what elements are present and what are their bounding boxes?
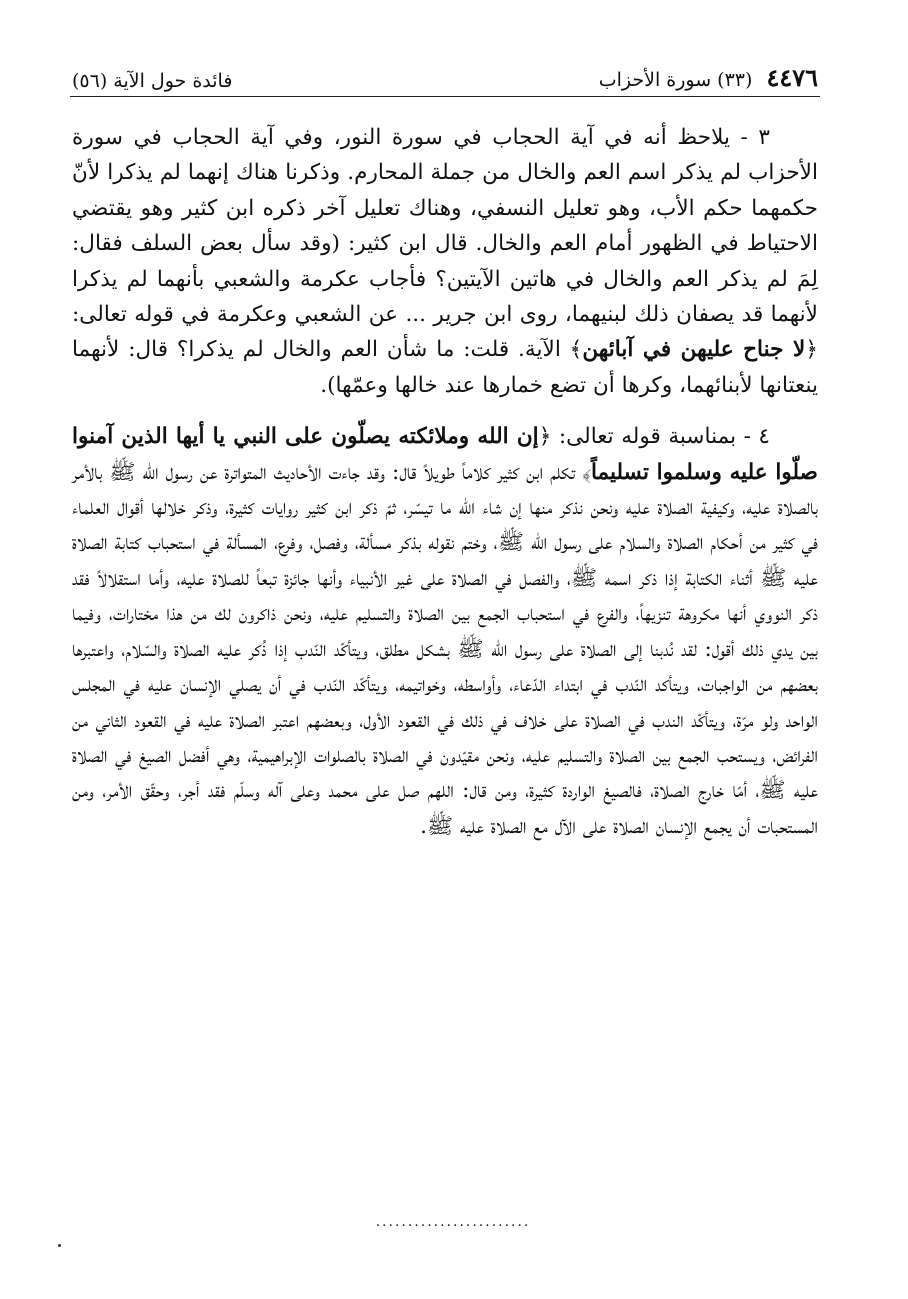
page-number: ٤٤٧٦ (766, 63, 818, 92)
paragraph-4-text-before: ٤ - بمناسبة قوله تعالى: ﴿ (538, 424, 770, 450)
end-separator: ........................ (375, 1214, 531, 1230)
header-right-group (599, 63, 818, 92)
paragraph-3-text-after: ﴾ الآية. قلت: ما شأن العم والخال لم يذكرا؟ قال: لأنهما ينعتانها لأبنائهما، وكرها أن تضع خمارها عند خالها وعمّها). (72, 337, 818, 398)
running-header (72, 52, 818, 92)
paragraph-4-quran-quote: إن الله وملائكته يصلّون على النبي يا أيها الذين آمنوا صلّوا عليه وسلموا تسليماً (72, 424, 818, 485)
paragraph-3-quran-quote: لا جناح عليهن في آبائهن (582, 337, 806, 363)
body-text (72, 120, 818, 860)
paragraph-3-text-before: ٣ - يلاحظ أنه في آية الحجاب في سورة النور، وفي آية الحجاب في سورة الأحزاب لم يذكر اسم العم والخال من جملة المحارم. وذكرنا هناك إنهما لم يذكرا لأنّ حكمهما حكم الأب، وهو تعليل النسفي، وهناك تعليل آخر ذكره ابن كثير وهو يقتضي الاحتياط في الظهور أمام العم والخال. قال ابن كثير: (وقد سأل بعض السلف فقال: لِمَ لم يذكر العم والخال في هاتين الآيتين؟ فأجاب عكرمة والشعبي بأنهما لم يذكرا لأنهما قد يصفان ذلك لبنيهما، روى ابن جرير ... عن الشعبي وعكرمة في قوله تعالى: ﴿ (72, 125, 818, 363)
header-rule (70, 96, 820, 97)
surah-title: (٣٣) سورة الأحزاب (598, 69, 753, 91)
paragraph-4-text-after: ﴾ تكلم ابن كثير كلاماً طويلاً قال: وقد جاءت الأحاديث المتواترة عن رسول الله ﷺ بالأمر بالصلاة عليه، وكيفية الصلاة عليه ونحن نذكر منها إن شاء الله ما تيسّر، ثمّ ذكر ابن كثير روايات كثيرة، وذكر خلالها أقوال العلماء في كثير من أحكام الصلاة والسلام على رسول الله ﷺ، وختم نقوله بذكر مسألة، وفصل، وفرع، المسألة في استحباب كتابة الصلاة عليه ﷺ أثناء الكتابة إذا ذكر اسمه ﷺ، والفصل في الصلاة على غير الأنبياء وأنها جائزة تبعاً للصلاة عليه، وأما استقلالاً فقد ذكر النووي أنها مكروهة تنزيهاً، والفرع في استحباب الجمع بين الصلاة والتسليم عليه، ونحن ذاكرون لك من هذا مختارات، وفيما بين يدي ذلك أقول: لقد نُدبنا إلى الصلاة على رسول الله ﷺ بشكل مطلق، ويتأكّد النّدب إذا ذُكر عليه الصلاة والسّلام، واعتبرها بعضهم من الواجبات، ويتأكد النّدب في ابتداء الدّعاء، وأواسطه، وخواتيمه، ويتأكّد النّدب في أن يصلي الإنسان عليه في المجلس الواحد ولو مرّة، ويتأكّد الندب في الصلاة على خلاف في ذلك في القعود الأول، وبعضهم اعتبر الصلاة عليه في القعود الثاني من الفرائض، ويستحب الجمع بين الصلاة والتسليم عليه، ونحن مقيّدون في الصلاة بالصلوات الإبراهيمية، وهي أفضل الصيغ في الصلاة عليه ﷺ، أمّا خارج الصلاة، فالصيغ الواردة كثيرة، ومن قال: اللهم صل على محمد وعلى آله وسلّم فقد أجر، وحقّق الأمر، ومن المستحبات أن يجمع الإنسان الصلاة على الآل مع الصلاة عليه ﷺ. (72, 459, 818, 839)
scan-speck (58, 1244, 61, 1247)
paragraph-4 (72, 419, 818, 844)
paragraph-3 (72, 120, 818, 403)
section-title: فائدة حول الآية (٥٦) (72, 70, 233, 92)
